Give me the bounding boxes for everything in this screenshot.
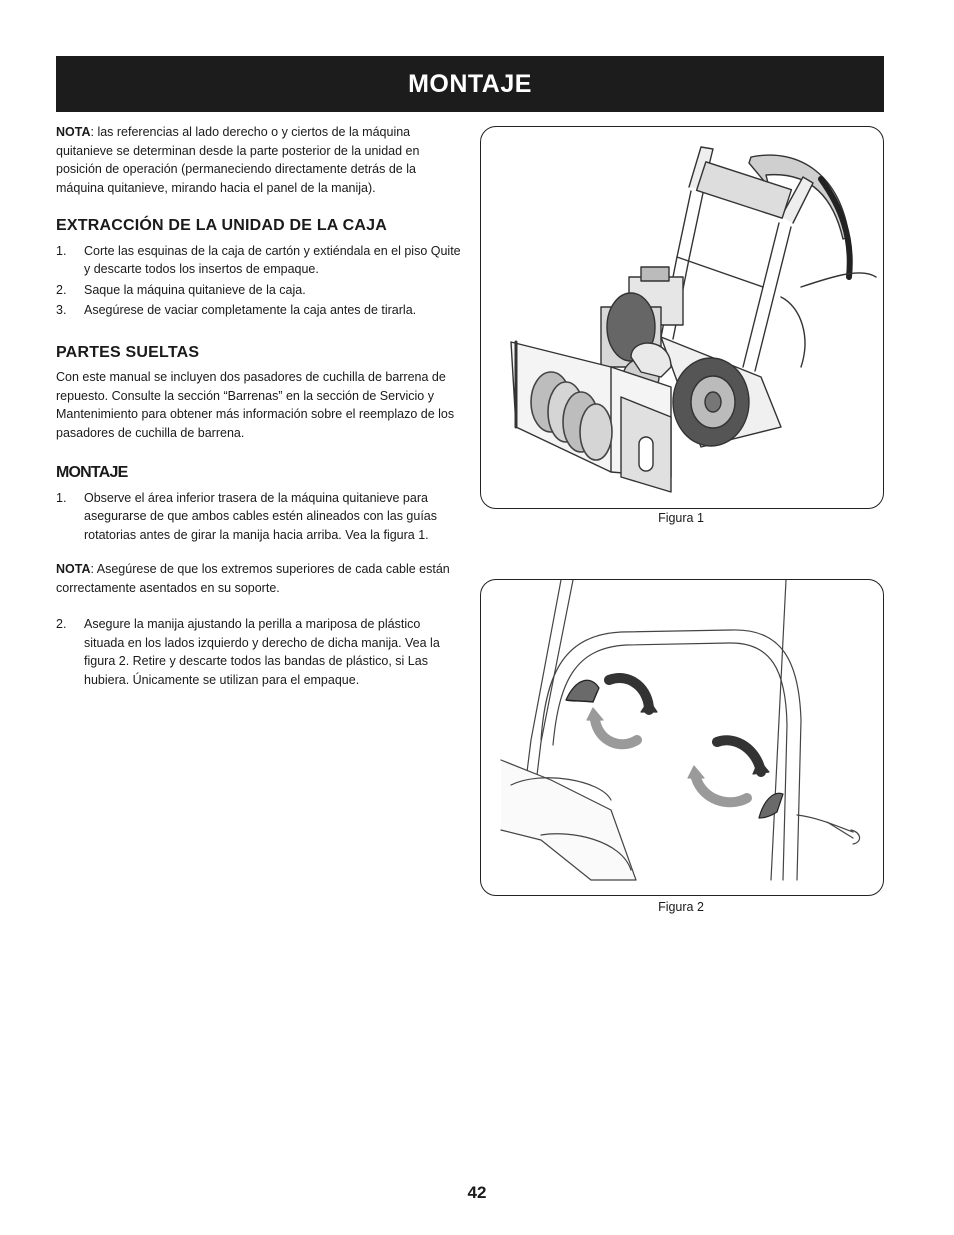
step-text: Asegure la manija ajustando la perilla a mariposa de plástico situada en los lados izquierdo y derecho de dicha manija. Vea la figura 2. Retire y descarte todos las bandas de plástico, si Las hubiera. Únicamente se utilizan para el empaque. <box>84 617 440 687</box>
note-text: : las referencias al lado derecho o y ciertos de la máquina quitanieve se determinan desde la parte posterior de la unidad en posición de operación (permaneciendo directamente detrás de la máquina quitanieve, mirando hacia el panel de la manija). <box>56 125 420 195</box>
assembly-step-1 <box>56 489 461 545</box>
note-cables <box>56 560 461 597</box>
step-number: 1. <box>56 243 67 258</box>
page-title: MONTAJE <box>408 69 532 98</box>
list-item <box>56 301 461 320</box>
list-item <box>56 615 461 689</box>
section-heading-assembly: MONTAJE <box>56 464 128 481</box>
note-intro <box>56 123 461 197</box>
assembly-step-2 <box>56 615 461 689</box>
step-number: 2. <box>56 617 67 631</box>
step-text: Observe el área inferior trasera de la máquina quitanieve para asegurarse de que ambos cables estén alineados con las guías rotatorias antes de girar la manija hacia arriba. Vea la figura 1. <box>84 490 438 542</box>
list-item <box>56 242 461 279</box>
list-item <box>56 489 461 545</box>
note-text: : Asegúrese de que los extremos superiores de cada cable están correctamente asentados en su soporte. <box>56 562 450 595</box>
figure-2-caption: Figura 2 <box>658 900 704 914</box>
step-text: Asegúrese de vaciar completamente la caja antes de tirarla. <box>84 303 417 317</box>
page-number: 42 <box>467 1183 487 1202</box>
figure-1-caption: Figura 1 <box>658 511 704 525</box>
note-label: NOTA <box>56 562 91 576</box>
left-column <box>56 123 461 689</box>
section-heading-loose-parts: PARTES SUELTAS <box>56 343 200 361</box>
list-item <box>56 281 461 300</box>
note-label: NOTA <box>56 125 91 139</box>
figure-2-frame <box>480 579 884 896</box>
step-number: 2. <box>56 282 67 297</box>
unpack-steps <box>56 242 461 320</box>
step-text: Saque la máquina quitanieve de la caja. <box>84 282 306 297</box>
snow-thrower-illustration <box>481 127 883 508</box>
figure-1-frame <box>480 126 884 509</box>
step-number: 1. <box>56 490 67 505</box>
section-heading-unpack: EXTRACCIÓN DE LA UNIDAD DE LA CAJA <box>56 217 387 234</box>
loose-parts-text: Con este manual se incluyen dos pasadores de cuchilla de barrena de repuesto. Consulte la sección “Barrenas” en la sección de Servicio y Mantenimiento para obtener más información sobre el reemplazo de los pasadores de cuchilla de barrena. <box>56 370 455 440</box>
page-banner <box>56 56 884 112</box>
handle-knob-illustration <box>481 580 883 895</box>
step-text: Corte las esquinas de la caja de cartón y extiéndala en el piso Quite y descarte todos los insertos de empaque. <box>84 243 461 276</box>
step-number: 3. <box>56 303 67 317</box>
